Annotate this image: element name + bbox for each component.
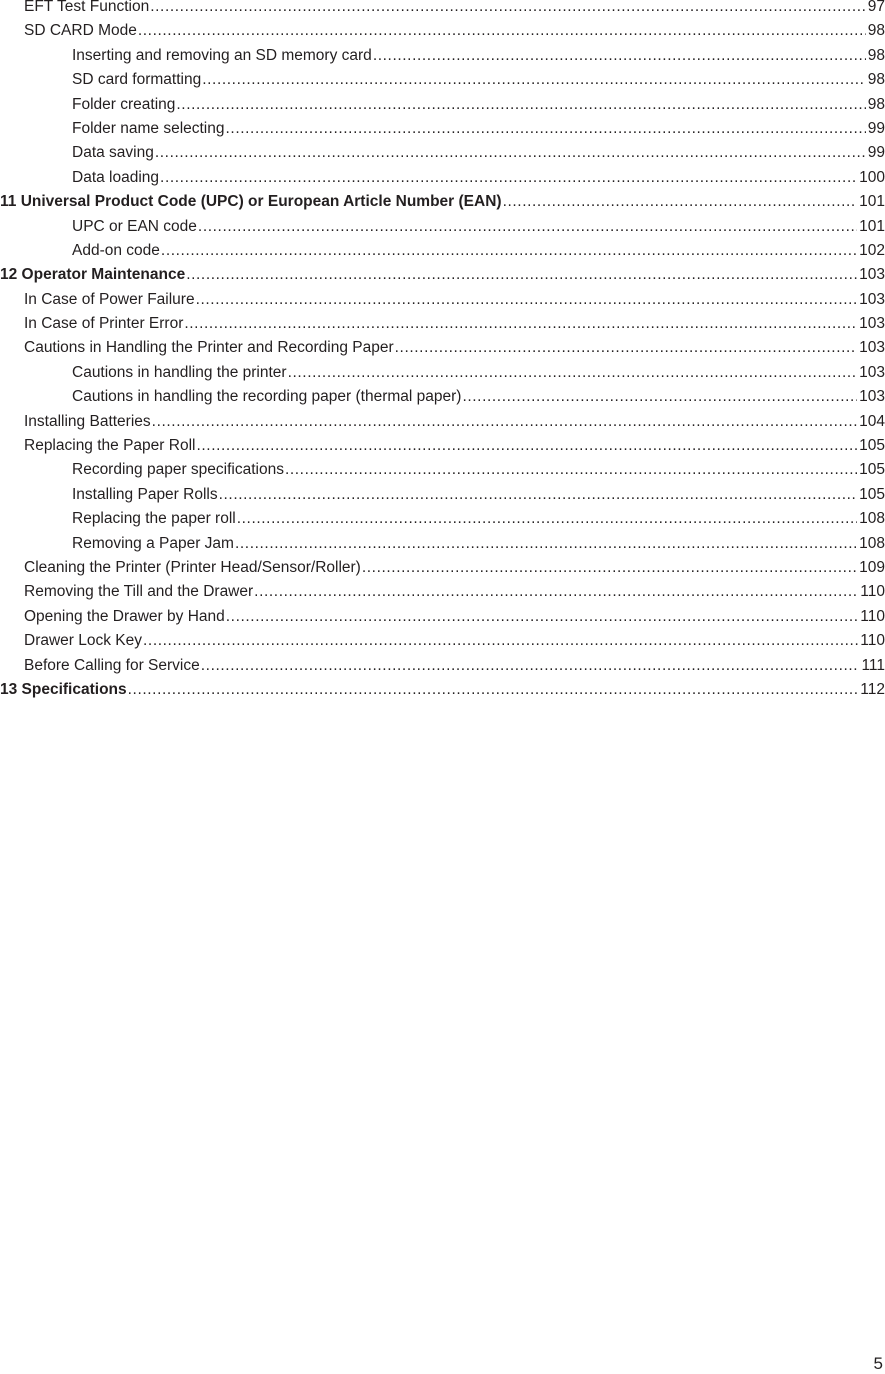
toc-entry-title: Replacing the Paper Roll [24, 437, 196, 455]
toc-entry-title: Removing the Till and the Drawer [24, 583, 254, 601]
toc-entry[interactable] [0, 93, 885, 117]
toc-entry-page: 105 [859, 437, 885, 455]
toc-entry-title: Folder name selecting [72, 119, 225, 137]
toc-entry-title: SD CARD Mode [24, 22, 137, 40]
dot-leader [285, 458, 857, 482]
dot-leader [196, 434, 857, 458]
dot-leader [201, 654, 860, 678]
toc-entry[interactable] [0, 410, 885, 434]
toc-entry[interactable] [0, 312, 885, 336]
toc-entry-page: 111 [861, 656, 885, 674]
toc-entry-page: 103 [859, 290, 885, 308]
toc-entry[interactable] [0, 0, 885, 19]
toc-entry-page: 101 [859, 193, 885, 211]
dot-leader [150, 0, 866, 19]
dot-leader [254, 580, 858, 604]
dot-leader [226, 605, 859, 629]
toc-chapter-entry[interactable] [0, 263, 885, 287]
toc-entry-title: Before Calling for Service [24, 656, 200, 674]
toc-entry-title: In Case of Power Failure [24, 290, 195, 308]
toc-entry-title: Installing Batteries [24, 412, 151, 430]
toc-entry-page: 98 [867, 46, 885, 64]
dot-leader [184, 312, 857, 336]
dot-leader [202, 68, 866, 92]
toc-entry-page: 100 [859, 168, 885, 186]
toc-entry-title: Add-on code [72, 241, 160, 259]
toc-entry[interactable] [0, 629, 885, 653]
toc-entry[interactable] [0, 141, 885, 165]
toc-entry-title: 12 Operator Maintenance [0, 266, 186, 284]
dot-leader [152, 410, 857, 434]
toc-entry-title: Drawer Lock Key [24, 632, 143, 650]
dot-leader [237, 507, 857, 531]
toc-entry-page: 99 [867, 144, 885, 162]
toc-entry-page: 103 [859, 266, 885, 284]
toc-entry-page: 103 [859, 388, 885, 406]
toc-entry-page: 104 [859, 412, 885, 430]
toc-entry-page: 105 [859, 461, 885, 479]
toc-entry-page: 108 [859, 534, 885, 552]
toc-entry-page: 103 [859, 339, 885, 357]
toc-entry[interactable] [0, 483, 885, 507]
dot-leader [235, 532, 857, 556]
dot-leader [226, 117, 866, 141]
toc-entry[interactable] [0, 215, 885, 239]
toc-entry-page: 110 [860, 583, 885, 601]
toc-entry-title: Cleaning the Printer (Printer Head/Sensor/Roller) [24, 558, 361, 576]
toc-entry[interactable] [0, 68, 885, 92]
toc-entry[interactable] [0, 434, 885, 458]
toc-entry-title: Data loading [72, 168, 160, 186]
toc-entry[interactable] [0, 507, 885, 531]
toc-entry[interactable] [0, 19, 885, 43]
toc-entry-title: 13 Specifications [0, 680, 127, 698]
dot-leader [362, 556, 857, 580]
toc-entry-page: 98 [867, 95, 885, 113]
toc-entry-page: 110 [860, 632, 885, 650]
toc-entry-page: 103 [859, 363, 885, 381]
dot-leader [288, 361, 858, 385]
toc-entry-title: Recording paper specifications [72, 461, 284, 479]
toc-entry[interactable] [0, 166, 885, 190]
toc-entry[interactable] [0, 556, 885, 580]
dot-leader [503, 190, 858, 214]
toc-entry-title: EFT Test Function [24, 0, 150, 15]
toc-entry-page: 98 [867, 71, 885, 89]
dot-leader [155, 141, 866, 165]
dot-leader [128, 678, 859, 702]
toc-entry-title: Replacing the paper roll [72, 510, 236, 528]
dot-leader [373, 44, 866, 68]
toc-entry[interactable] [0, 288, 885, 312]
toc-entry[interactable] [0, 44, 885, 68]
toc-entry[interactable] [0, 580, 885, 604]
toc-entry-page: 102 [859, 241, 885, 259]
toc-entry[interactable] [0, 532, 885, 556]
toc-entry-title: In Case of Printer Error [24, 315, 184, 333]
toc-entry-title: 11 Universal Product Code (UPC) or European Article Number (EAN) [0, 193, 502, 211]
toc-entry-title: UPC or EAN code [72, 217, 197, 235]
dot-leader [395, 336, 857, 360]
toc-entry[interactable] [0, 458, 885, 482]
toc-entry-page: 105 [859, 485, 885, 503]
toc-entry-title: Installing Paper Rolls [72, 485, 218, 503]
dot-leader [462, 385, 857, 409]
toc-chapter-entry[interactable] [0, 678, 885, 702]
toc-entry-page: 109 [859, 558, 885, 576]
dot-leader [161, 239, 857, 263]
toc-entry[interactable] [0, 239, 885, 263]
toc-entry-page: 103 [859, 315, 885, 333]
toc-entry[interactable] [0, 361, 885, 385]
toc-entry[interactable] [0, 117, 885, 141]
toc-entry-page: 99 [867, 119, 885, 137]
dot-leader [219, 483, 858, 507]
toc-entry-title: Removing a Paper Jam [72, 534, 234, 552]
toc-entry-page: 97 [867, 0, 885, 15]
toc-entry-title: Folder creating [72, 95, 176, 113]
dot-leader [160, 166, 857, 190]
toc-entry-page: 101 [859, 217, 885, 235]
toc-entry[interactable] [0, 654, 885, 678]
toc-entry-page: 112 [860, 680, 885, 698]
toc-entry-title: Cautions in Handling the Printer and Recording Paper [24, 339, 394, 357]
dot-leader [176, 93, 865, 117]
toc-entry-page: 98 [867, 22, 885, 40]
dot-leader [138, 19, 866, 43]
toc-entry[interactable] [0, 336, 885, 360]
toc-entry-title: Data saving [72, 144, 154, 162]
toc-chapter-entry[interactable] [0, 190, 885, 214]
toc-entry-title: Cautions in handling the printer [72, 363, 287, 381]
dot-leader [196, 288, 858, 312]
toc-entry-title: Inserting and removing an SD memory card [72, 46, 372, 64]
dot-leader [143, 629, 858, 653]
toc-entry[interactable] [0, 385, 885, 409]
toc-entry-title: Opening the Drawer by Hand [24, 607, 225, 625]
toc-entry-title: Cautions in handling the recording paper (thermal paper) [72, 388, 462, 406]
toc-entry-page: 110 [860, 607, 885, 625]
page-number: 5 [873, 1354, 883, 1373]
toc-entry-page: 108 [859, 510, 885, 528]
dot-leader [186, 263, 857, 287]
toc-entry[interactable] [0, 605, 885, 629]
dot-leader [198, 215, 857, 239]
toc-entry-title: SD card formatting [72, 71, 202, 89]
